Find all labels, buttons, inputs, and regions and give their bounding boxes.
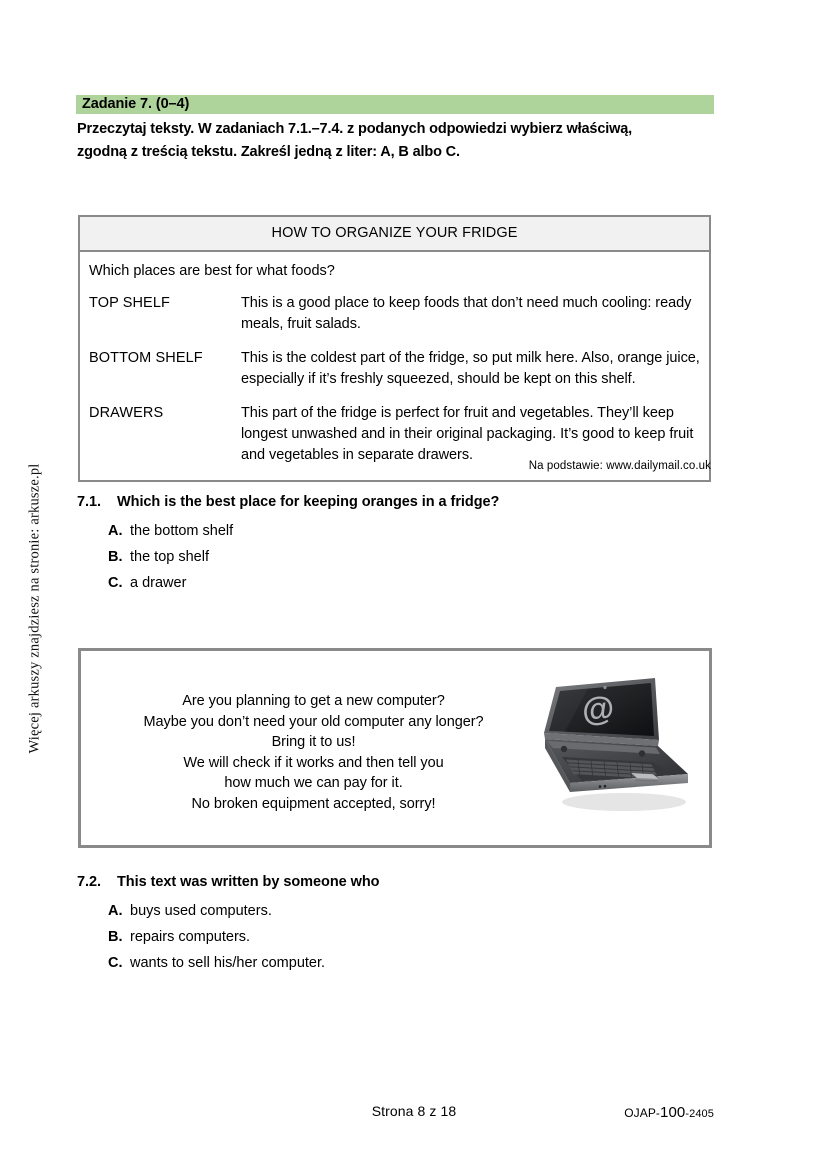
- side-watermark-text: Więcej arkuszy znajdziesz na stronie: arkusze.pl: [26, 463, 43, 754]
- fridge-row-label: TOP SHELF: [89, 295, 170, 311]
- task-banner-label: Zadanie 7. (0–4): [82, 96, 190, 112]
- option-7-1-b[interactable]: [108, 547, 828, 567]
- option-7-1-c[interactable]: [108, 573, 828, 593]
- option-text: buys used computers.: [130, 903, 272, 919]
- question-7-1-options: [108, 521, 828, 593]
- task-instructions: [77, 118, 722, 164]
- option-letter: C.: [108, 575, 123, 591]
- option-letter: A.: [108, 523, 123, 539]
- option-letter: B.: [108, 929, 123, 945]
- advertisement-line: We will check if it works and then tell you: [183, 754, 444, 771]
- option-text: repairs computers.: [130, 929, 251, 945]
- fridge-row: [89, 293, 700, 335]
- option-7-2-c[interactable]: [108, 953, 828, 973]
- question-7-2-stem: [77, 872, 828, 892]
- footer-page-number: Strona 8 z 18: [371, 1103, 457, 1119]
- fridge-row-label: DRAWERS: [89, 405, 164, 421]
- advertisement-line: Maybe you don’t need your old computer any longer?: [143, 713, 484, 730]
- fridge-text-title: HOW TO ORGANIZE YOUR FRIDGE: [80, 217, 709, 252]
- question-7-1: [0, 492, 828, 599]
- fridge-row-text: This is a good place to keep foods that don’t need much cooling: ready meals, fruit salads.: [241, 295, 692, 332]
- option-letter: B.: [108, 549, 123, 565]
- task-instructions-line-1: Przeczytaj teksty. W zadaniach 7.1.–7.4. z podanych odpowiedzi wybierz właściwą,: [77, 121, 633, 137]
- option-7-2-b[interactable]: [108, 927, 828, 947]
- fridge-row: [89, 403, 700, 466]
- question-7-2-text: This text was written by someone who: [117, 874, 380, 890]
- advertisement-text: [111, 691, 516, 814]
- task-instructions-line-2: zgodną z treścią tekstu. Zakreśl jedną z liter: A, B albo C.: [77, 144, 460, 160]
- fridge-text-source: Na podstawie: www.dailymail.co.uk: [528, 460, 711, 472]
- fridge-text-body: [80, 252, 709, 480]
- reading-text-advertisement: [78, 648, 712, 848]
- task-banner: [76, 95, 714, 114]
- question-7-2-number: 7.2.: [77, 874, 101, 890]
- footer-code-suffix: -2405: [685, 1108, 714, 1120]
- advertisement-line: how much we can pay for it.: [224, 775, 403, 791]
- question-7-1-stem: [77, 492, 828, 512]
- advertisement-line: Bring it to us!: [271, 734, 356, 750]
- advertisement-line: No broken equipment accepted, sorry!: [191, 795, 436, 812]
- laptop-icon: [536, 673, 701, 823]
- option-letter: C.: [108, 955, 123, 971]
- question-7-2-options: [108, 901, 828, 973]
- advertisement-line: Are you planning to get a new computer?: [182, 693, 445, 709]
- fridge-row: [89, 348, 700, 390]
- svg-text:@: @: [580, 688, 616, 729]
- laptop-base: [545, 739, 688, 792]
- question-7-1-number: 7.1.: [77, 494, 101, 510]
- option-text: wants to sell his/her computer.: [130, 955, 326, 971]
- option-text: a drawer: [130, 575, 187, 591]
- fridge-row-label: BOTTOM SHELF: [89, 350, 203, 366]
- question-7-1-text: Which is the best place for keeping oranges in a fridge?: [117, 494, 500, 510]
- fridge-row-text: This part of the fridge is perfect for fruit and vegetables. They’ll keep longest unwashed and in their original packaging. It’s good to keep fruit and vegetables in separate drawers.: [241, 405, 694, 463]
- question-7-2: [0, 872, 828, 979]
- footer-sheet-code: [624, 1104, 714, 1121]
- option-7-1-a[interactable]: [108, 521, 828, 541]
- footer-code-middle: 100: [660, 1104, 686, 1121]
- option-text: the bottom shelf: [130, 523, 234, 539]
- fridge-row-text: This is the coldest part of the fridge, so put milk here. Also, orange juice, especially if it’s freshly squeezed, should be kept on this shelf.: [241, 350, 700, 387]
- option-text: the top shelf: [130, 549, 209, 565]
- fridge-text-lead: Which places are best for what foods?: [89, 263, 335, 279]
- option-letter: A.: [108, 903, 123, 919]
- option-7-2-a[interactable]: [108, 901, 828, 921]
- reading-text-fridge: [78, 215, 711, 482]
- laptop-lid: [544, 678, 659, 746]
- footer-code-prefix: OJAP-: [624, 1106, 661, 1120]
